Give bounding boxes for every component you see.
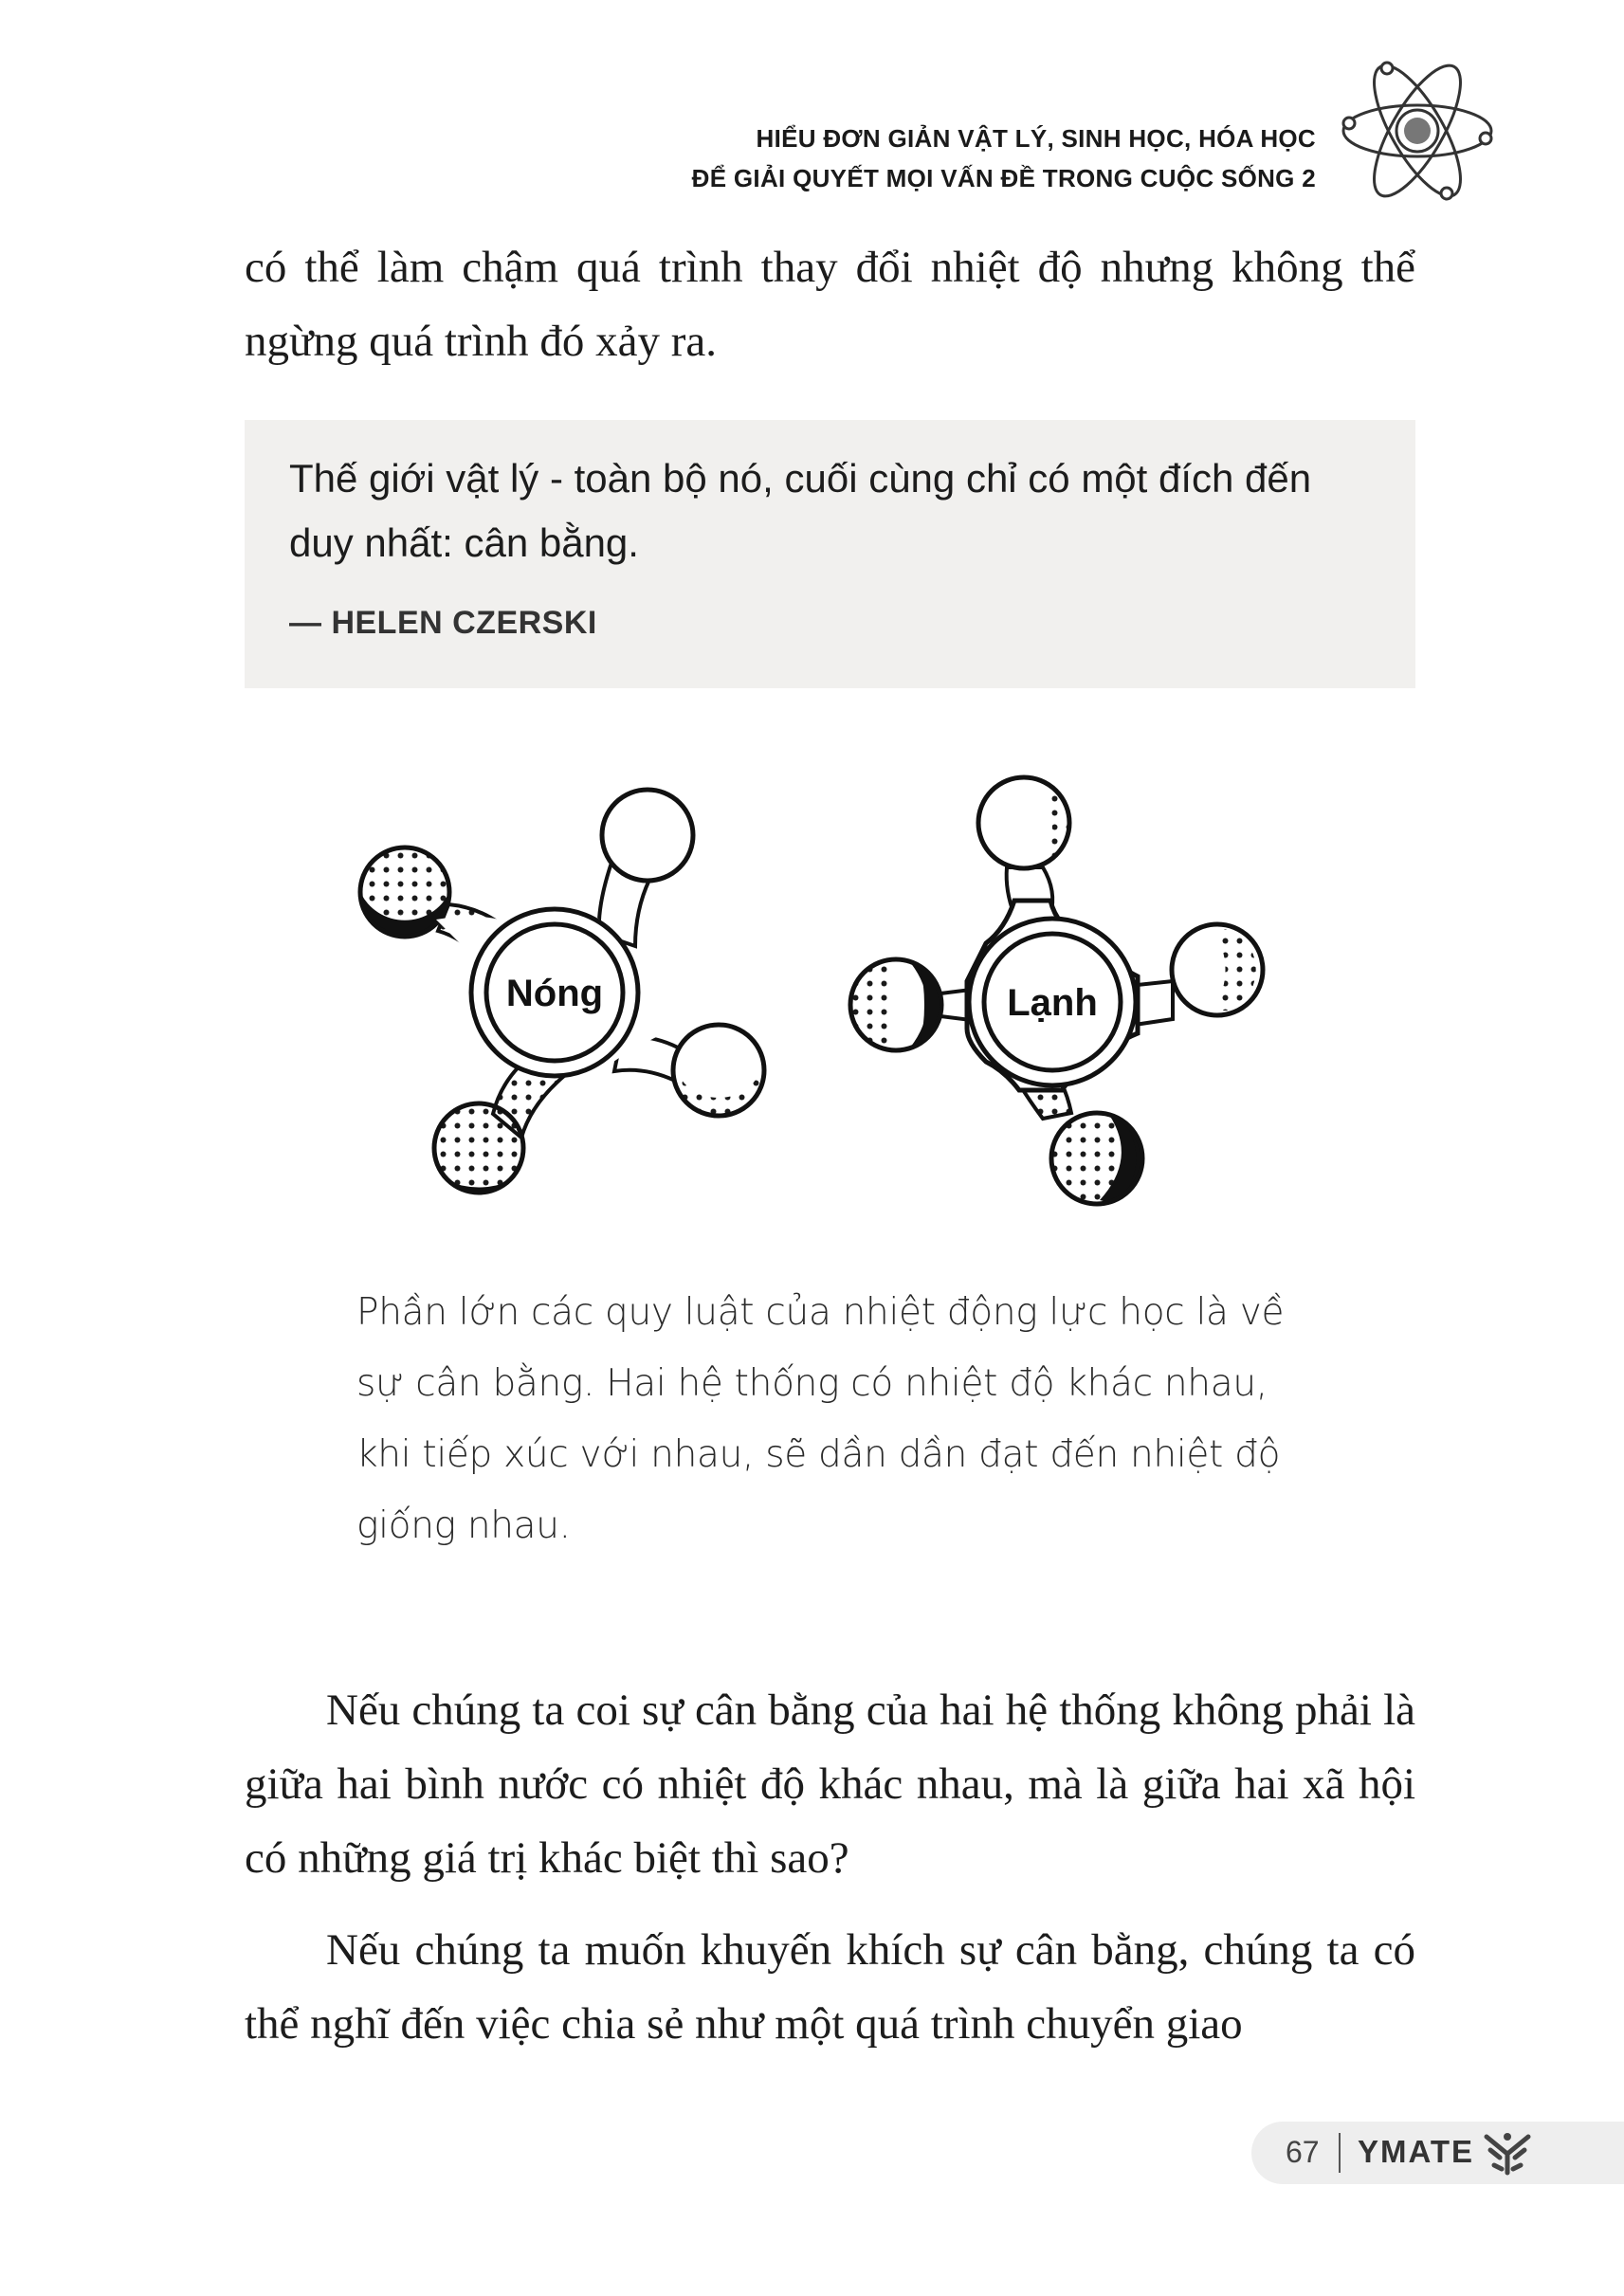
body-paragraph-1: Nếu chúng ta coi sự cân bằng của hai hệ thống không phải là giữa hai bình nước có nhiệt độ khác nhau, mà là giữa hai xã hội có những giá trị khác biệt thì sao? [245, 1686, 1415, 1883]
footer-divider [1339, 2133, 1341, 2173]
hot-label: Nóng [505, 973, 604, 1014]
header-line-1: HIỂU ĐƠN GIẢN VẬT LÝ, SINH HỌC, HÓA HỌC [756, 124, 1316, 153]
hot-atom-2 [434, 1103, 523, 1193]
figure-caption: Phần lớn các quy luật của nhiệt động lực học là về sự cân bằng. Hai hệ thống có nhiệt độ khác nhau, khi tiếp xúc với nhau, sẽ dần dần đạt đến nhiệt độ giống nhau. [356, 1291, 1285, 1547]
hot-atom-4 [673, 1025, 764, 1119]
running-header [692, 118, 1316, 198]
quote-text: Thế giới vật lý - toàn bộ nó, cuối cùng chỉ có một đích đến duy nhất: cân bằng. [289, 456, 1312, 565]
page-number: 67 [1286, 2135, 1320, 2169]
ymate-logo-icon [1481, 2129, 1534, 2177]
cold-label: Lạnh [1007, 982, 1098, 1024]
cold-core [967, 901, 1138, 1090]
cold-atom-2 [978, 777, 1072, 868]
brand-name: YMATE [1358, 2134, 1475, 2169]
page-footer [1251, 2122, 1624, 2184]
cold-atom-1 [850, 959, 941, 1050]
quote-box [245, 420, 1415, 688]
hot-molecule [330, 790, 764, 1193]
quote-author: — HELEN CZERSKI [289, 605, 597, 641]
header-line-2: ĐỂ GIẢI QUYẾT MỌI VẤN ĐỀ TRONG CUỘC SỐNG 2 [691, 164, 1316, 192]
atom-icon [1332, 55, 1503, 207]
cold-atom-4 [1051, 1113, 1143, 1204]
cold-molecule [850, 777, 1263, 1204]
body-paragraph-top: có thể làm chậm quá trình thay đổi nhiệt độ nhưng không thể ngừng quá trình đó xảy ra. [245, 243, 1415, 366]
cold-atom-3 [1172, 924, 1263, 1024]
molecule-illustration [322, 749, 1327, 1242]
hot-atom-1 [330, 821, 449, 937]
body-paragraph-2: Nếu chúng ta muốn khuyến khích sự cân bằng, chúng ta có thể nghĩ đến việc chia sẻ như một quá trình chuyển giao [245, 1925, 1415, 2049]
